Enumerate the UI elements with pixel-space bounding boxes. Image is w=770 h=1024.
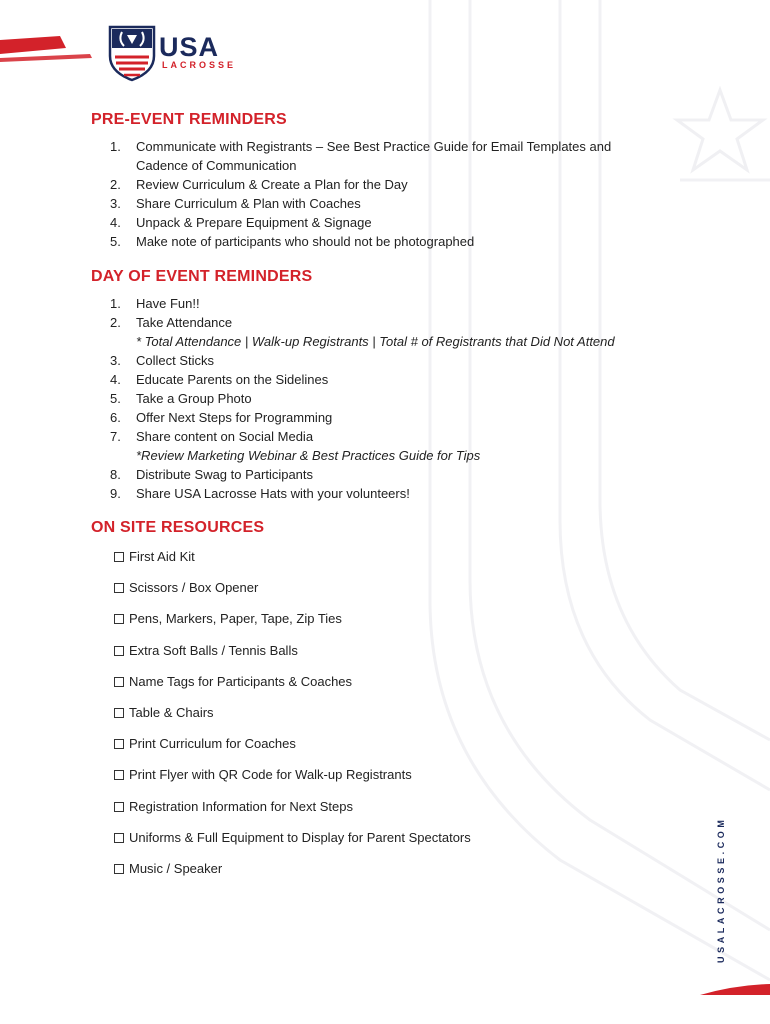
checklist-item[interactable]: Registration Information for Next Steps	[114, 798, 471, 829]
list-item: 2. Take Attendance * Total Attendance | Walk-up Registrants | Total # of Registrants that Did Not Attend	[110, 315, 615, 349]
checkbox-icon[interactable]	[114, 802, 124, 812]
checkbox-icon[interactable]	[114, 552, 124, 562]
checkbox-icon[interactable]	[114, 770, 124, 780]
checklist-item[interactable]: Music / Speaker	[114, 860, 471, 891]
checklist-item[interactable]: Print Curriculum for Coaches	[114, 735, 471, 766]
on-site-title: ON SITE RESOURCES	[91, 519, 265, 536]
checklist-item[interactable]: Uniforms & Full Equipment to Display for Parent Spectators	[114, 829, 471, 860]
logo-subword: LACROSSE	[162, 60, 237, 70]
on-site-checklist	[114, 548, 471, 891]
list-item: 7. Share content on Social Media *Review Marketing Webinar & Best Practices Guide for Tips	[110, 429, 481, 463]
logo-wordmark: USA	[159, 32, 220, 62]
checkbox-icon[interactable]	[114, 739, 124, 749]
checklist-item[interactable]: Name Tags for Participants & Coaches	[114, 673, 471, 704]
checkbox-icon[interactable]	[114, 614, 124, 624]
checklist-item[interactable]: Print Flyer with QR Code for Walk-up Registrants	[114, 766, 471, 797]
list-item: 6. Offer Next Steps for Programming	[110, 410, 333, 425]
list-item: 5. Make note of participants who should not be photographed	[110, 234, 475, 249]
checklist-item[interactable]: Table & Chairs	[114, 704, 471, 735]
list-item: 3. Share Curriculum & Plan with Coaches	[110, 196, 361, 211]
website-url: USALACROSSE.COM	[716, 816, 726, 963]
day-of-event-list	[110, 294, 615, 503]
usa-lacrosse-logo	[107, 24, 247, 84]
list-item: 2. Review Curriculum & Create a Plan for the Day	[110, 177, 408, 192]
checkbox-icon[interactable]	[114, 646, 124, 656]
list-item: 5. Take a Group Photo	[110, 391, 252, 406]
checkbox-icon[interactable]	[114, 864, 124, 874]
pre-event-title: PRE-EVENT REMINDERS	[91, 111, 287, 128]
list-item: 1. Communicate with Registrants – See Best Practice Guide for Email Templates and Cadence of Communication	[110, 139, 612, 173]
checklist-item[interactable]: First Aid Kit	[114, 548, 471, 579]
pre-event-list	[110, 137, 611, 251]
list-item: 1. Have Fun!!	[110, 296, 200, 311]
checkbox-icon[interactable]	[114, 677, 124, 687]
list-item: 9. Share USA Lacrosse Hats with your volunteers!	[110, 486, 410, 501]
checklist-item[interactable]: Scissors / Box Opener	[114, 579, 471, 610]
day-of-event-title: DAY OF EVENT REMINDERS	[91, 268, 313, 285]
checklist-item[interactable]: Extra Soft Balls / Tennis Balls	[114, 642, 471, 673]
list-item: 4. Unpack & Prepare Equipment & Signage	[110, 215, 372, 230]
checkbox-icon[interactable]	[114, 833, 124, 843]
checkbox-icon[interactable]	[114, 708, 124, 718]
checklist-item[interactable]: Pens, Markers, Paper, Tape, Zip Ties	[114, 610, 471, 641]
list-item: 3. Collect Sticks	[110, 353, 215, 368]
checkbox-icon[interactable]	[114, 583, 124, 593]
list-item: 8. Distribute Swag to Participants	[110, 467, 314, 482]
shield-logo-icon	[107, 24, 157, 82]
list-item: 4. Educate Parents on the Sidelines	[110, 372, 329, 387]
